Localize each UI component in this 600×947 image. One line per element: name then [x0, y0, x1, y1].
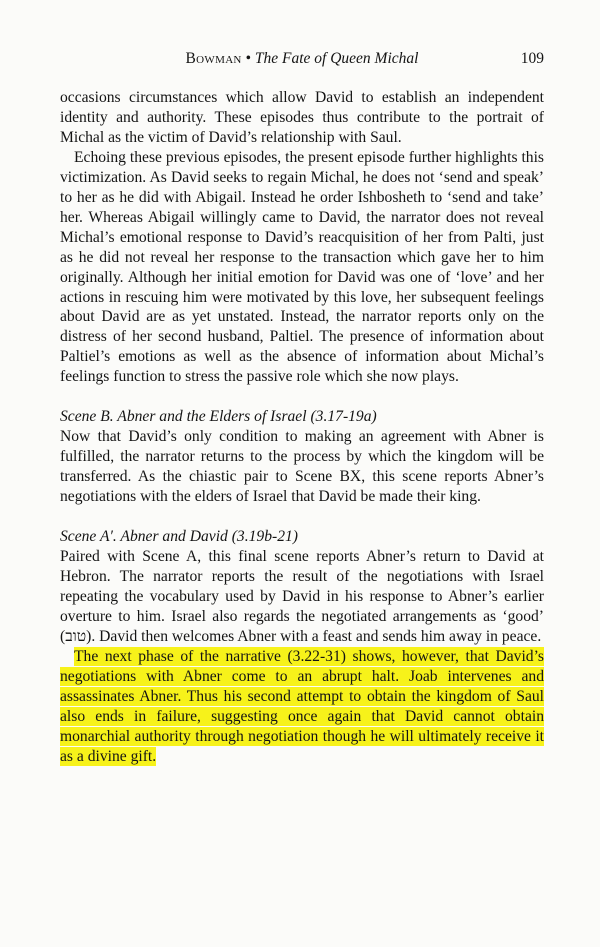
running-head-author: Bowman	[185, 50, 242, 67]
running-head-title: The Fate of Queen Michal	[254, 50, 419, 67]
running-head-separator: •	[241, 50, 255, 67]
section-heading-scene-a-prime: Scene A′. Abner and David (3.19b-21)	[60, 528, 298, 546]
paragraph-scene-a-prime: Paired with Scene A, this final scene reports Abner’s return to David at Hebron. The narrator reports the result of the negotiations with Israel repeating the vocabulary used by David in his response to Abner’s earlier overture to him. Israel also regards the negotiated arrangements as ‘good’ (טוב). David then welcomes Abner with a feast and sends him away in peace.	[60, 548, 544, 645]
section-gap	[60, 387, 544, 407]
highlighted-paragraph-container	[60, 647, 544, 767]
paragraph-scene-b: Now that David’s only condition to making an agreement with Abner is fulfilled, the narrator returns to the process by which the kingdom will be transferred. As the chiastic pair to Scene BX, this scene reports Abner’s negotiations with the elders of Israel that David be made their king.	[60, 428, 544, 506]
page-number: 109	[520, 50, 544, 67]
paragraph-continuation: occasions circumstances which allow David to establish an independent identity and authority. These episodes thus contribute to the portrait of Michal as the victim of David’s relationship with Saul.	[60, 89, 544, 146]
paragraph-victimization: Echoing these previous episodes, the present episode further highlights this victimization. As David seeks to regain Michal, he does not ‘send and speak’ to her as he did with Abigail. Instead he order Ishbosheth to ‘send and take’ her. Whereas Abigail willingly came to David, the narrator does not reveal Michal’s emotional response to David’s reacquisition of her from Palti, just as he did not reveal her response to the transaction which gave her to him originally. Although her initial emotion for David was one of ‘love’ and her actions in rescuing him were motivated by this love, her subsequent feelings about David are as yet unstated. Instead, the narrator reports only on the distress of her second husband, Paltiel. The presence of information about Paltiel’s emotions as well as the absence of information about Michal’s feelings function to stress the passive role which she now plays.	[60, 148, 544, 386]
highlighted-paragraph: The next phase of the narrative (3.22-31) shows, however, that David’s negotiations with Abner come to an abrupt halt. Joab intervenes and assassinates Abner. Thus his second attempt to obtain the kingdom of Saul also ends in failure, suggesting once again that David cannot obtain monarchial authority through negotiation though he will ultimately receive it as a divine gift.	[60, 647, 544, 765]
section-gap	[60, 507, 544, 527]
running-head	[60, 50, 544, 68]
section-heading-scene-b: Scene B. Abner and the Elders of Israel (3.17-19a)	[60, 408, 377, 426]
page-header	[60, 50, 544, 72]
body-text	[60, 88, 544, 767]
